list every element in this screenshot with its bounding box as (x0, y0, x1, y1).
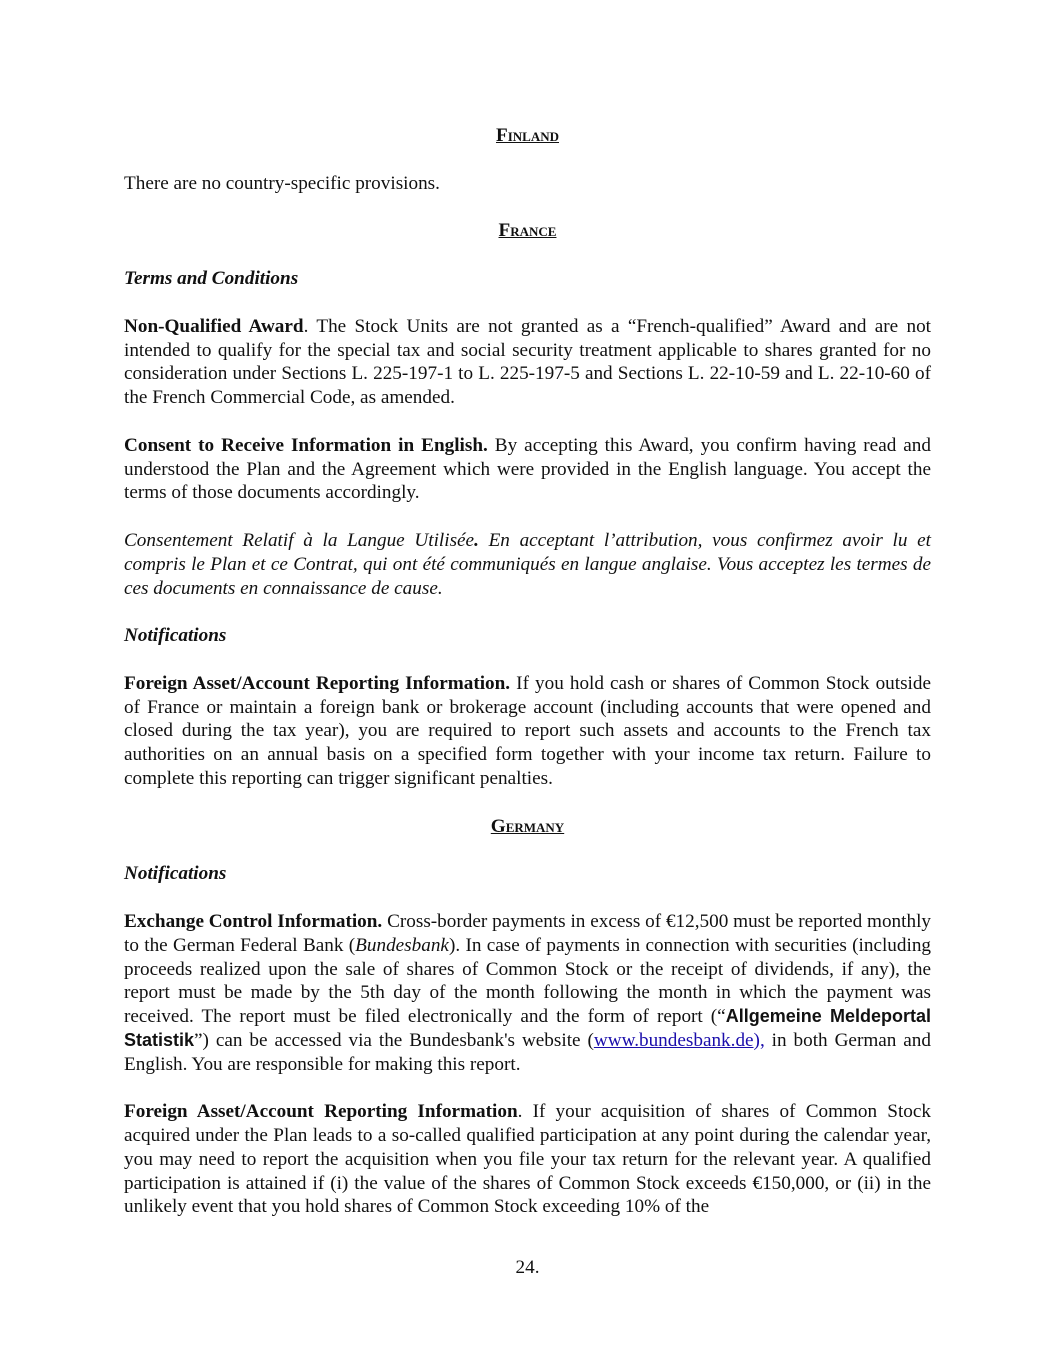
germany-exchange-paragraph (124, 910, 931, 1077)
france-nonqualified-paragraph (124, 315, 931, 410)
france-consent-fr-paragraph (124, 529, 931, 600)
consent-fr-label: Consentement Relatif à la Langue Utilisée (124, 529, 475, 551)
consent-fr-text: En acceptant l’attribution, vous confirmez avoir lu et compris le Plan et ce Contrat, qui ont été communiqués en langue anglaise. Vous acceptez les termes de ces documents en connaissance de cause. (124, 529, 932, 599)
page-number: 24. (515, 1257, 540, 1278)
nonqualified-text: . The Stock Units are not granted as a “French-qualified” Award and are not intended to qualify for the special tax and social security treatment applicable to shares granted for no consideration under Sections L. 225-197-1 to L. 225-197-5 and Sections L. 22-10-59 and L. 22-10-60 of the French Commercial Code, as amended. (124, 315, 932, 409)
consent-fr-dot: . (474, 529, 479, 551)
exchange-text-1: Cross-border payments in excess of €12,500 must be reported monthly to the German Federal Bank ( (124, 910, 931, 956)
exchange-text-3: ”) can be accessed via the Bundesbank's website ( (194, 1029, 594, 1051)
exchange-text-2: ). In case of payments in connection with securities (including proceeds realized upon the sale of shares of Common Stock or the receipt of dividends, if any), the report must be made by the 5th day of the month following the month in which the payment was received. The report must be filed electronically and the form of report (“ (124, 934, 932, 1028)
germany-foreign-label: Foreign Asset/Account Reporting Information (124, 1101, 518, 1123)
germany-notifications-heading: Notifications (124, 863, 227, 885)
france-terms-heading: Terms and Conditions (124, 268, 299, 290)
france-foreign-label: Foreign Asset/Account Reporting Information. (124, 672, 511, 694)
exchange-bank: Bundesbank (355, 934, 449, 956)
nonqualified-label: Non-Qualified Award (124, 315, 304, 337)
france-consent-paragraph (124, 434, 931, 505)
france-foreign-text: If you hold cash or shares of Common Stock outside of France or maintain a foreign bank or brokerage account (including accounts that were opened and closed during the tax year), you are required to report such assets and accounts to the French tax authorities on an annual basis on a specified form together with your income tax return. Failure to complete this reporting can trigger significant penalties. (124, 672, 931, 789)
section-heading-finland: Finland (495, 125, 559, 146)
section-heading-france: France (498, 220, 557, 242)
germany-foreign-paragraph (124, 1100, 931, 1219)
document-page (124, 124, 931, 1219)
consent-label: Consent to Receive Information in English. (124, 434, 488, 456)
france-notifications-heading: Notifications (124, 625, 227, 647)
exchange-label: Exchange Control Information. (124, 910, 383, 932)
germany-foreign-text: . If your acquisition of shares of Common Stock acquired under the Plan leads to a so-called qualified participation at any point during the calendar year, you may need to report the acquisition when you file your tax return for the relevant year. A qualified participation is attained if (i) the value of the shares of Common Stock exceeds €150,000, or (ii) in the unlikely event that you hold shares of Common Stock exceeding 10% of the (124, 1101, 932, 1218)
france-foreign-paragraph (124, 672, 931, 791)
section-heading-germany: Germany (490, 815, 565, 837)
finland-text: There are no country-specific provisions. (124, 172, 440, 194)
consent-text: By accepting this Award, you confirm having read and understood the Plan and the Agreement which were provided in the English language. You accept the terms of those documents accordingly. (124, 434, 931, 504)
bundesbank-link[interactable]: www.bundesbank.de), (593, 1029, 765, 1051)
exchange-text-4: in both German and English. You are responsible for making this report. (124, 1029, 931, 1075)
exchange-form-name: Allgemeine Meldeportal Statistik (124, 1006, 931, 1050)
